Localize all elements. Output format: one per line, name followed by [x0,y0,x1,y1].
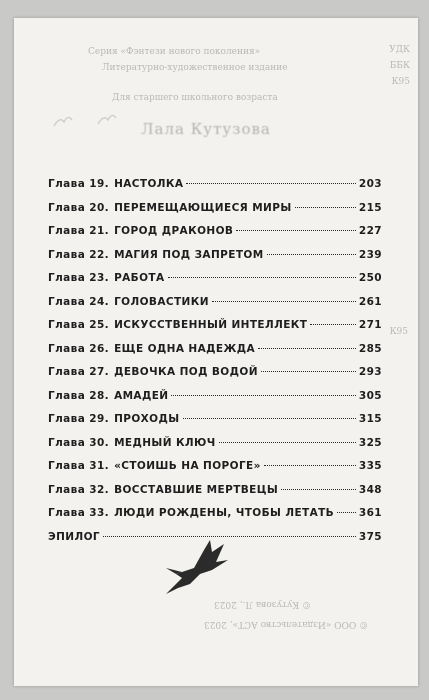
toc-entry [48,343,382,367]
toc-page-number: 375 [358,530,382,543]
toc-page-number: 203 [358,178,382,190]
toc-chapter-title: ВОССТАВШИЕ МЕРТВЕЦЫ [114,483,279,496]
toc-page-number: 315 [358,413,382,425]
toc-page-number: 215 [358,201,382,214]
toc-chapter-number: Глава 26. [48,342,110,355]
toc-entry [48,437,382,461]
toc-entry [48,390,382,414]
ghost-line1: Серия «Фэнтези нового поколения» [88,47,261,57]
toc-chapter-number: Глава 22. [48,248,110,261]
toc-chapter-title: ЭПИЛОГ [48,530,101,543]
toc-entry [48,296,382,320]
toc-entry [48,225,382,249]
toc-chapter-title: ПЕРЕМЕЩАЮЩИЕСЯ МИРЫ [114,201,292,214]
toc-chapter-title: РАБОТА [114,272,165,284]
table-of-contents [48,178,382,554]
toc-entry [48,413,382,437]
toc-entry [48,319,382,343]
toc-chapter-title: ЕЩЕ ОДНА НАДЕЖДА [114,342,255,355]
ghost-line3: Для старшего школьного возраста [112,93,278,103]
toc-entry-label [48,296,209,308]
toc-entry [48,178,382,202]
ghost-copy1: © Кутузова Л., 2023 [214,599,312,609]
toc-leader-dots [261,371,356,372]
toc-chapter-number: Глава 28. [48,389,110,402]
toc-entry-label [48,390,168,402]
toc-chapter-title: НАСТОЛКА [114,178,184,190]
toc-entry-label [48,531,100,543]
toc-leader-dots [212,301,356,302]
toc-chapter-number: Глава 31. [48,460,110,472]
ghost-line2: Литературно-художественное издание [102,63,288,73]
toc-entry-label [48,319,307,331]
toc-entry-label [48,460,261,472]
toc-leader-dots [258,348,356,349]
toc-entry-label [48,366,258,378]
toc-page-number: 250 [358,272,382,284]
toc-chapter-number: Глава 19. [48,178,110,190]
toc-leader-dots [168,277,356,278]
toc-chapter-number: Глава 20. [48,201,110,214]
toc-page-number: 361 [358,507,382,519]
toc-entry [48,202,382,226]
toc-chapter-number: Глава 24. [48,295,110,308]
toc-leader-dots [295,207,356,208]
toc-leader-dots [236,230,356,231]
toc-page-number: 293 [358,366,382,378]
toc-leader-dots [219,442,356,443]
ghost-birds-icon [50,106,120,136]
ghost-bbk: ББК [389,61,410,71]
toc-page-number: 325 [358,436,382,449]
toc-entry [48,507,382,531]
toc-entry-label [48,249,264,261]
toc-leader-dots [103,536,356,537]
toc-entry [48,249,382,273]
toc-page-number: 285 [358,342,382,355]
ghost-copy2: © ООО «Издательство АСТ», 2023 [204,619,369,629]
toc-chapter-title: ИСКУССТВЕННЫЙ ИНТЕЛЛЕКТ [114,319,308,331]
toc-leader-dots [310,324,356,325]
toc-leader-dots [264,465,356,466]
book-page [14,18,418,686]
ghost-udk: УДК [389,45,410,55]
toc-chapter-title: ДЕВОЧКА ПОД ВОДОЙ [114,366,258,378]
toc-leader-dots [171,395,355,396]
toc-entry-label [48,484,278,496]
toc-leader-dots [337,512,356,513]
toc-chapter-title: «СТОИШЬ НА ПОРОГЕ» [114,460,261,472]
toc-chapter-title: МАГИЯ ПОД ЗАПРЕТОМ [114,248,264,261]
toc-entry-label [48,272,165,284]
toc-chapter-number: Глава 25. [48,319,110,331]
toc-page-number: 348 [358,483,382,496]
toc-chapter-title: ГОРОД ДРАКОНОВ [114,225,234,237]
toc-page-number: 305 [358,389,382,402]
toc-entry [48,460,382,484]
toc-chapter-number: Глава 21. [48,225,110,237]
ghost-k95b: К95 [389,327,408,337]
toc-chapter-number: Глава 27. [48,366,110,378]
toc-page-number: 335 [358,460,382,472]
toc-leader-dots [267,254,356,255]
toc-chapter-title: ГОЛОВАСТИКИ [114,295,209,308]
toc-chapter-title: ЛЮДИ РОЖДЕНЫ, ЧТОБЫ ЛЕТАТЬ [114,507,335,519]
toc-entry-label [48,413,180,425]
toc-leader-dots [183,418,356,419]
toc-page-number: 271 [358,319,382,331]
toc-leader-dots [281,489,356,490]
toc-chapter-number: Глава 30. [48,436,110,449]
toc-chapter-number: Глава 23. [48,272,110,284]
toc-entry [48,366,382,390]
swallow-bird-icon [164,538,230,598]
toc-chapter-title: МЕДНЫЙ КЛЮЧ [114,436,216,449]
ghost-k95: К95 [391,77,410,87]
toc-entry-label [48,225,233,237]
toc-page-number: 239 [358,248,382,261]
toc-entry-label [48,343,255,355]
toc-entry-label [48,507,334,519]
toc-entry-label [48,437,216,449]
toc-entry [48,272,382,296]
toc-page-number: 227 [358,225,382,237]
toc-page-number: 261 [358,295,382,308]
toc-chapter-number: Глава 33. [48,507,110,519]
toc-entry-label [48,178,183,190]
toc-entry [48,484,382,508]
toc-chapter-number: Глава 29. [48,413,110,425]
toc-entry-label [48,202,292,214]
toc-leader-dots [186,183,355,184]
ghost-author: Лала Кутузова [141,120,271,138]
toc-chapter-title: АМАДЕЙ [114,389,169,402]
toc-chapter-title: ПРОХОДЫ [114,413,180,425]
toc-chapter-number: Глава 32. [48,483,110,496]
